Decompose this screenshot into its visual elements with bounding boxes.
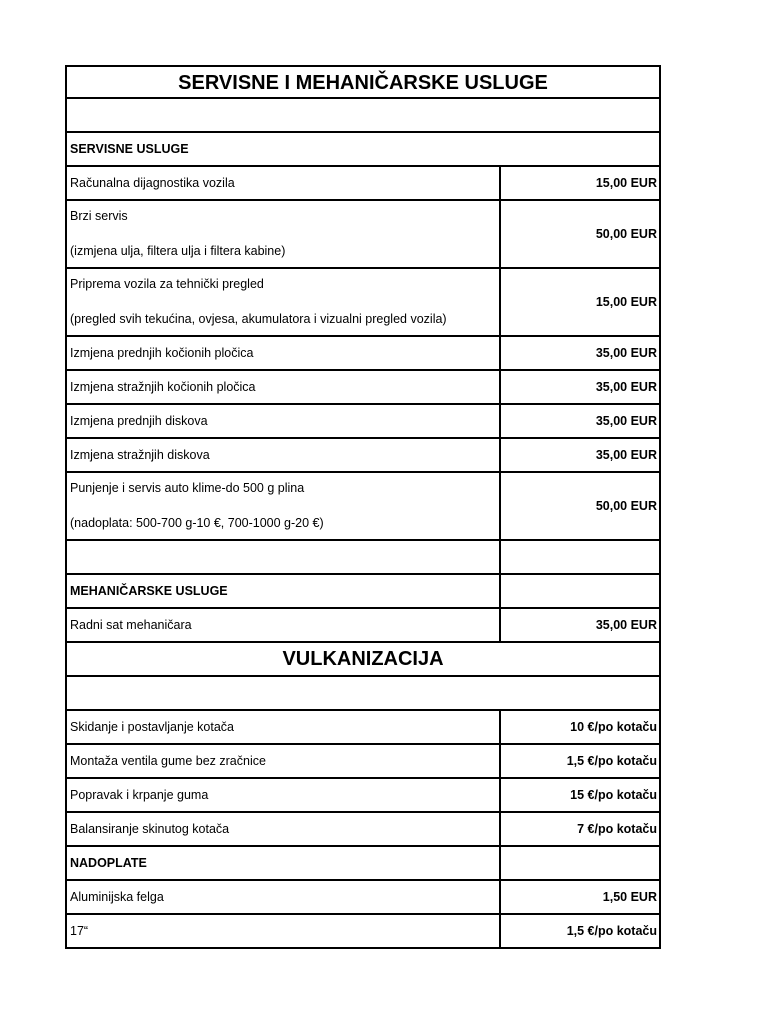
service-name: Izmjena stražnjih diskova xyxy=(70,448,210,462)
service-name: Skidanje i postavljanje kotača xyxy=(70,720,234,734)
service-cell xyxy=(67,269,501,335)
service-cell xyxy=(67,371,501,403)
service-name: Izmjena prednjih kočionih pločica xyxy=(70,346,254,360)
service-cell xyxy=(67,201,501,267)
service-cell xyxy=(67,473,501,539)
service-cell xyxy=(67,405,501,437)
service-cell xyxy=(67,745,501,777)
price-cell xyxy=(501,371,659,403)
table-row xyxy=(65,881,661,915)
service-name: Izmjena stražnjih kočionih pločica xyxy=(70,380,256,394)
title-row xyxy=(65,65,661,99)
table-row xyxy=(65,337,661,371)
table-row xyxy=(65,473,661,541)
price-value: 1,5 €/po kotaču xyxy=(566,924,657,938)
service-name: Balansiranje skinutog kotača xyxy=(70,822,230,836)
price-cell xyxy=(501,337,659,369)
service-cell xyxy=(67,337,501,369)
table-row xyxy=(65,915,661,949)
price-value: 1,5 €/po kotaču xyxy=(566,754,657,768)
price-cell xyxy=(501,711,659,743)
price-cell xyxy=(501,779,659,811)
service-name: Punjenje i servis auto klime-do 500 g plina xyxy=(70,481,305,495)
service-note: (nadoplata: 500-700 g-10 €, 700-1000 g-20 €) xyxy=(70,516,324,530)
empty-row xyxy=(65,99,661,133)
service-note: (izmjena ulja, filtera ulja i filtera kabine) xyxy=(70,244,286,258)
empty-row xyxy=(65,677,661,711)
table-row xyxy=(65,167,661,201)
section-header-row xyxy=(65,133,661,167)
price-cell xyxy=(501,201,659,267)
service-name: Računalna dijagnostika vozila xyxy=(70,176,235,190)
price-cell xyxy=(501,915,659,947)
table-row xyxy=(65,201,661,269)
service-cell xyxy=(67,439,501,471)
price-value: 1,50 EUR xyxy=(602,890,657,904)
table-row xyxy=(65,371,661,405)
service-name: 17“ xyxy=(70,924,89,938)
section-mehanicarske-label: MEHANIČARSKE USLUGE xyxy=(67,575,501,607)
price-value: 35,00 EUR xyxy=(595,414,657,428)
service-cell xyxy=(67,609,501,641)
title-row xyxy=(65,643,661,677)
table-row xyxy=(65,269,661,337)
price-cell xyxy=(501,745,659,777)
service-cell xyxy=(67,881,501,913)
price-cell xyxy=(501,167,659,199)
section-header-row xyxy=(65,847,661,881)
price-value: 50,00 EUR xyxy=(595,227,657,241)
price-value: 35,00 EUR xyxy=(595,448,657,462)
price-value: 7 €/po kotaču xyxy=(577,822,657,836)
service-cell xyxy=(67,915,501,947)
price-value: 35,00 EUR xyxy=(595,346,657,360)
price-cell xyxy=(501,473,659,539)
price-cell xyxy=(501,609,659,641)
service-cell xyxy=(67,711,501,743)
section-nadoplate-label: NADOPLATE xyxy=(67,847,501,879)
price-value: 35,00 EUR xyxy=(595,380,657,394)
table-row xyxy=(65,813,661,847)
price-cell xyxy=(501,269,659,335)
table-row xyxy=(65,711,661,745)
price-list-table xyxy=(65,65,661,949)
empty-row xyxy=(65,541,661,575)
price-value: 15 €/po kotaču xyxy=(570,788,657,802)
price-cell xyxy=(501,813,659,845)
service-name: Montaža ventila gume bez zračnice xyxy=(70,754,266,768)
service-name: Radni sat mehaničara xyxy=(70,618,192,632)
service-name: Aluminijska felga xyxy=(70,890,164,904)
section-header-row xyxy=(65,575,661,609)
service-name: Popravak i krpanje guma xyxy=(70,788,209,802)
service-cell xyxy=(67,779,501,811)
service-name: Izmjena prednjih diskova xyxy=(70,414,208,428)
service-cell xyxy=(67,167,501,199)
price-value: 10 €/po kotaču xyxy=(570,720,657,734)
service-name: Priprema vozila za tehnički pregled xyxy=(70,277,264,291)
section-servisne-label: SERVISNE USLUGE xyxy=(70,142,189,156)
service-note: (pregled svih tekućina, ovjesa, akumulatora i vizualni pregled vozila) xyxy=(70,312,447,326)
price-value: 15,00 EUR xyxy=(595,176,657,190)
table-row xyxy=(65,609,661,643)
table-row xyxy=(65,745,661,779)
page-title: SERVISNE I MEHANIČARSKE USLUGE xyxy=(178,72,548,94)
price-value: 35,00 EUR xyxy=(595,618,657,632)
price-cell xyxy=(501,405,659,437)
price-value: 15,00 EUR xyxy=(595,295,657,309)
table-row xyxy=(65,439,661,473)
service-cell xyxy=(67,813,501,845)
table-row xyxy=(65,779,661,813)
price-value: 50,00 EUR xyxy=(595,499,657,513)
price-cell xyxy=(501,439,659,471)
section-title-vulkanizacija: VULKANIZACIJA xyxy=(282,648,444,670)
service-name: Brzi servis xyxy=(70,209,128,223)
price-cell xyxy=(501,881,659,913)
table-row xyxy=(65,405,661,439)
